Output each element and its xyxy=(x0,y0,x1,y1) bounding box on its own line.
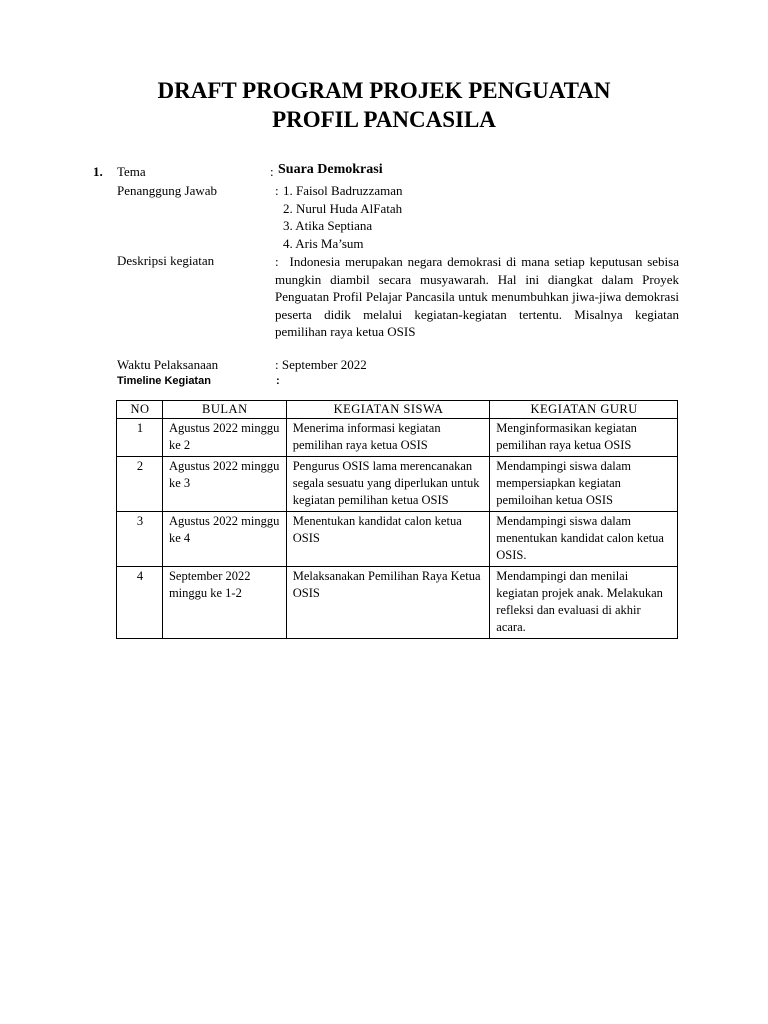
timeline-table xyxy=(116,400,678,639)
time-value: : September 2022 xyxy=(275,357,367,372)
cell-no: 3 xyxy=(117,512,163,567)
description-label: Deskripsi kegiatan xyxy=(117,253,215,268)
table-row xyxy=(117,567,678,639)
header-bulan: BULAN xyxy=(162,401,286,419)
cell-no: 4 xyxy=(117,567,163,639)
time-label: Waktu Pelaksanaan xyxy=(117,357,219,372)
title-line-1: DRAFT PROGRAM PROJEK PENGUATAN xyxy=(157,78,611,103)
theme-value: Suara Demokrasi xyxy=(278,162,383,177)
pj-member: 1. Faisol Badruzzaman xyxy=(283,183,403,198)
pj-separator: : xyxy=(275,183,279,198)
cell-bulan: September 2022 minggu ke 1-2 xyxy=(162,567,286,639)
page-title xyxy=(0,76,768,134)
cell-bulan: Agustus 2022 minggu ke 2 xyxy=(162,419,286,457)
pj-member: 3. Atika Septiana xyxy=(283,218,373,233)
description-text xyxy=(275,253,679,341)
title-line-2: PROFIL PANCASILA xyxy=(272,107,496,132)
table-row xyxy=(117,457,678,512)
table-row xyxy=(117,419,678,457)
cell-no: 2 xyxy=(117,457,163,512)
pj-member: 2. Nurul Huda AlFatah xyxy=(283,201,403,216)
theme-label: Tema xyxy=(117,164,146,179)
cell-kegiatan-siswa: Menentukan kandidat calon ketua OSIS xyxy=(286,512,490,567)
cell-kegiatan-guru: Mendampingi siswa dalam mempersiapkan kegiatan pemiloihan ketua OSIS xyxy=(490,457,678,512)
cell-no: 1 xyxy=(117,419,163,457)
header-kegiatan-guru: KEGIATAN GURU xyxy=(490,401,678,419)
theme-separator: : xyxy=(270,164,274,179)
cell-bulan: Agustus 2022 minggu ke 4 xyxy=(162,512,286,567)
header-kegiatan-siswa: KEGIATAN SISWA xyxy=(286,401,490,419)
cell-kegiatan-guru: Menginformasikan kegiatan pemilihan raya ketua OSIS xyxy=(490,419,678,457)
cell-kegiatan-guru: Mendampingi siswa dalam menentukan kandidat calon ketua OSIS. xyxy=(490,512,678,567)
table-row xyxy=(117,512,678,567)
cell-kegiatan-siswa: Pengurus OSIS lama merencanakan segala sesuatu yang diperlukan untuk kegiatan pemilihan ketua OSIS xyxy=(286,457,490,512)
description-separator: : xyxy=(275,254,279,269)
item-number: 1. xyxy=(93,164,103,179)
timeline-label: Timeline Kegiatan xyxy=(117,375,211,387)
header-no: NO xyxy=(117,401,163,419)
description-value: Indonesia merupakan negara demokrasi di mana setiap keputusan sebisa mungkin diambil secara musyawarah. Hal ini diangkat dalam Proyek Penguatan Profil Pelajar Pancasila untuk menumbuhkan jiwa-jiwa demokrasi peserta didik melalui kegiatan-kegiatan tertentu. Misalnya kegiatan pemilihan raya ketua OSIS xyxy=(275,254,680,339)
table-header-row xyxy=(117,401,678,419)
pj-member: 4. Aris Ma’sum xyxy=(283,236,364,251)
cell-kegiatan-siswa: Menerima informasi kegiatan pemilihan raya ketua OSIS xyxy=(286,419,490,457)
cell-bulan: Agustus 2022 minggu ke 3 xyxy=(162,457,286,512)
pj-label: Penanggung Jawab xyxy=(117,183,218,198)
cell-kegiatan-guru: Mendampingi dan menilai kegiatan projek anak. Melakukan refleksi dan evaluasi di akhir acara. xyxy=(490,567,678,639)
cell-kegiatan-siswa: Melaksanakan Pemilihan Raya Ketua OSIS xyxy=(286,567,490,639)
timeline-separator: : xyxy=(276,375,280,387)
